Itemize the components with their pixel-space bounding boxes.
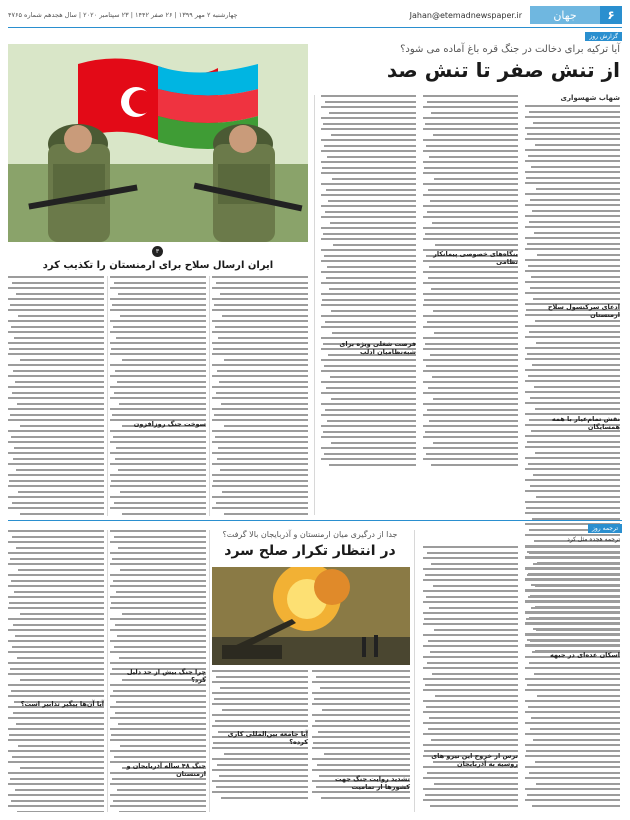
top-story-col-2 — [423, 95, 518, 515]
top-story-subhead-2: نقش تمام‌عیار با همه همسایگان — [551, 415, 620, 431]
bottom-col-2 — [423, 546, 518, 812]
story-badge: ۳ — [152, 246, 163, 257]
bottom-byline: ترجمه هجده مثل کرد — [567, 536, 620, 543]
top-story-subhead-1: ادعای سرکنسول سلاح ارمنستان — [547, 303, 620, 319]
column-rule — [107, 530, 108, 812]
soldiers-illustration — [8, 44, 308, 242]
iran-col-1 — [8, 276, 104, 516]
page-number: ۶ — [600, 6, 622, 24]
column-rule — [107, 276, 108, 516]
story-kicker: آیا ترکیه برای دخالت در جنگ قره باغ آماده می شود؟ — [400, 44, 620, 55]
header-rule — [8, 27, 622, 28]
issue-dateline: چهارشنبه ۲ مهر ۱۳۹۹ | ۲۶ صفر ۱۴۴۲ | ۲۳ سپتامبر ۲۰۲۰ | سال هجدهم شماره ۴۷۶۵ — [8, 11, 238, 19]
section-divider — [8, 520, 622, 521]
bottom-col-6 — [8, 530, 104, 812]
story-byline: شهاب شهسواری — [560, 94, 620, 102]
column-rule — [314, 95, 315, 515]
bottom-kicker: جدا از درگیری میان ارمنستان و آذربایجان بالا گرفت؟ — [222, 530, 398, 539]
iran-col-3 — [212, 276, 308, 516]
story-tag: گزارش روز — [585, 32, 622, 41]
soldiers-photo — [8, 44, 308, 242]
bottom-subhead-2: ترس از خروج این نیرو های روسیه به آذربایجان — [431, 752, 518, 768]
top-story-col-3 — [321, 95, 416, 515]
column-rule — [209, 276, 210, 516]
top-story-subhead-3: بنگاه‌های خصوصی پیمانکار نظامی — [433, 250, 518, 266]
column-rule — [209, 530, 210, 812]
page-header — [8, 6, 622, 24]
bottom-subhead-6: جنگ ۴۸ ساله آذربایجان و ارمنستان — [126, 762, 206, 778]
column-rule — [414, 530, 415, 812]
iran-headline: ایران ارسال سلاح برای ارمنستان را تکذیب کرد — [42, 260, 274, 271]
bottom-subhead-1: اسکان عده‌ای در جبهه — [549, 651, 620, 659]
bottom-subhead-3: تشدید روایت جنگ جهت کشورها از تمامیت — [335, 775, 410, 791]
bottom-subhead-4: آیا جامعه بین‌المللی کاری کرده؟ — [227, 730, 308, 746]
bottom-subhead-7: آیا آن‌ها پیگیر تدابیر است؟ — [20, 700, 104, 708]
iran-col-2 — [110, 276, 206, 516]
section-email: Jahan@etemadnewspaper.ir — [409, 10, 522, 20]
bottom-headline: در انتظار تکرار صلح سرد — [224, 543, 396, 559]
story-headline: از تنش صفر تا تنش صد — [386, 58, 620, 82]
artillery-photo — [212, 567, 410, 665]
iran-subhead: سوخت جنگ روزافزون — [133, 420, 206, 428]
bottom-tag: ترجمه روز — [588, 524, 622, 533]
top-story-subhead-4: فرصت شغلی ویژه برای شبه‌نظامیان ادلب — [339, 340, 416, 356]
bottom-subhead-5: چرا جنگ بیش از حد دلیل گرد؟ — [126, 668, 206, 684]
section-title: جهان — [530, 6, 600, 24]
artillery-illustration — [212, 567, 410, 665]
bottom-col-1 — [525, 546, 620, 812]
